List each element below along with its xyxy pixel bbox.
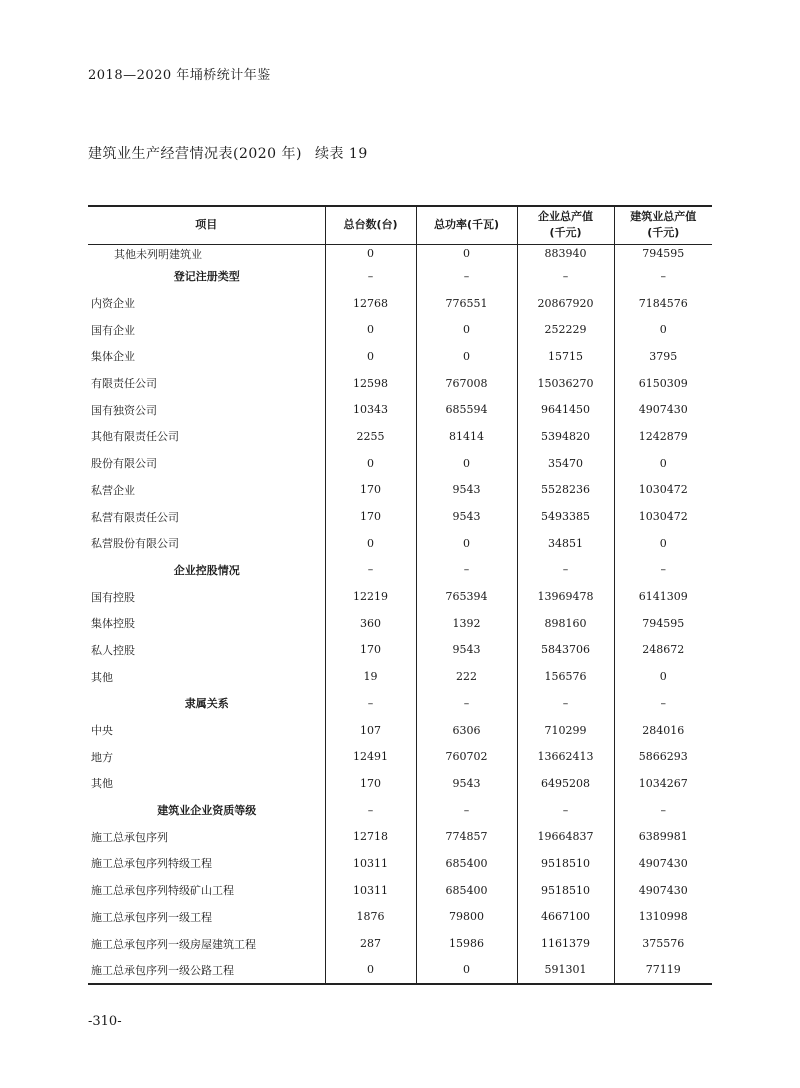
cell-value: 287	[325, 930, 416, 957]
cell-value: –	[416, 557, 517, 584]
table-row	[88, 610, 712, 637]
cell-value: –	[614, 263, 712, 290]
cell-value: 19664837	[517, 823, 614, 850]
cell-value: 12219	[325, 583, 416, 610]
cell-value: 10311	[325, 877, 416, 904]
cell-value: 9543	[416, 503, 517, 530]
cell-value: 5866293	[614, 743, 712, 770]
cell-value: 4907430	[614, 877, 712, 904]
row-label: 其他	[91, 777, 113, 791]
row-label: 施工总承包序列特级工程	[91, 857, 212, 871]
cell-value: 222	[416, 663, 517, 690]
row-label: 其他未列明建筑业	[114, 247, 202, 261]
cell-value: 156576	[517, 663, 614, 690]
row-label: 隶属关系	[184, 697, 229, 711]
cell-value: 15036270	[517, 370, 614, 397]
cell-value: 794595	[614, 610, 712, 637]
table-row	[88, 450, 712, 477]
cell-value: 81414	[416, 423, 517, 450]
cell-value: 765394	[416, 583, 517, 610]
cell-value: 0	[416, 244, 517, 263]
row-label: 内资企业	[91, 297, 135, 311]
cell-value: 0	[614, 450, 712, 477]
cell-value: –	[517, 690, 614, 717]
cell-value: 0	[614, 663, 712, 690]
table-row	[88, 396, 712, 423]
cell-value: 12718	[325, 823, 416, 850]
column-header-item: 项目	[88, 206, 325, 244]
cell-value: 794595	[614, 244, 712, 263]
cell-value: 13969478	[517, 583, 614, 610]
cell-value: 9543	[416, 770, 517, 797]
cell-value: 0	[614, 530, 712, 557]
cell-value: 35470	[517, 450, 614, 477]
cell-value: 12768	[325, 290, 416, 317]
page-number: -310-	[88, 1014, 122, 1029]
column-header-total-units: 总台数(台)	[325, 206, 416, 244]
cell-value: 774857	[416, 823, 517, 850]
row-label: 私营企业	[91, 483, 135, 497]
cell-value: 5394820	[517, 423, 614, 450]
cell-value: 170	[325, 503, 416, 530]
cell-value: –	[325, 263, 416, 290]
row-label: 施工总承包序列一级房屋建筑工程	[91, 937, 256, 951]
section-header-row	[88, 263, 712, 290]
cell-value: 284016	[614, 717, 712, 744]
column-header-enterprise-output: 企业总产值 (千元)	[517, 206, 614, 244]
table-row	[88, 904, 712, 931]
cell-value: 1876	[325, 904, 416, 931]
cell-value: 20867920	[517, 290, 614, 317]
cell-value: –	[517, 797, 614, 824]
cell-value: 1161379	[517, 930, 614, 957]
cell-value: 5493385	[517, 503, 614, 530]
cell-value: 2255	[325, 423, 416, 450]
cell-value: 1392	[416, 610, 517, 637]
table-row	[88, 930, 712, 957]
row-label: 私营有限责任公司	[91, 510, 179, 524]
cell-value: 685400	[416, 877, 517, 904]
statistics-table	[88, 205, 712, 985]
table-row	[88, 503, 712, 530]
cell-value: 1310998	[614, 904, 712, 931]
cell-value: 5843706	[517, 637, 614, 664]
cell-value: –	[416, 263, 517, 290]
row-label: 施工总承包序列	[91, 830, 168, 844]
cell-value: 15715	[517, 343, 614, 370]
cell-value: 5528236	[517, 477, 614, 504]
cell-value: 898160	[517, 610, 614, 637]
row-label: 其他有限责任公司	[91, 430, 179, 444]
cell-value: –	[614, 797, 712, 824]
cell-value: 34851	[517, 530, 614, 557]
cell-value: –	[517, 263, 614, 290]
cell-value: 252229	[517, 316, 614, 343]
cell-value: 685400	[416, 850, 517, 877]
table-row	[88, 423, 712, 450]
cell-value: 0	[416, 957, 517, 984]
table-row	[88, 637, 712, 664]
cell-value: 760702	[416, 743, 517, 770]
cell-value: –	[614, 690, 712, 717]
table-row	[88, 877, 712, 904]
cell-value: 6389981	[614, 823, 712, 850]
row-label: 私营股份有限公司	[91, 537, 179, 551]
cell-value: 248672	[614, 637, 712, 664]
table-row	[88, 244, 712, 263]
cell-value: 107	[325, 717, 416, 744]
cell-value: 0	[325, 450, 416, 477]
cell-value: –	[614, 557, 712, 584]
cell-value: 0	[325, 244, 416, 263]
cell-value: 4907430	[614, 850, 712, 877]
cell-value: –	[416, 797, 517, 824]
cell-value: 9543	[416, 477, 517, 504]
cell-value: –	[416, 690, 517, 717]
cell-value: 10311	[325, 850, 416, 877]
cell-value: 13662413	[517, 743, 614, 770]
cell-value: 0	[325, 343, 416, 370]
cell-value: 375576	[614, 930, 712, 957]
cell-value: 710299	[517, 717, 614, 744]
cell-value: 767008	[416, 370, 517, 397]
cell-value: 6306	[416, 717, 517, 744]
cell-value: 685594	[416, 396, 517, 423]
cell-value: –	[325, 690, 416, 717]
cell-value: 0	[416, 316, 517, 343]
table-row	[88, 850, 712, 877]
row-label: 有限责任公司	[91, 377, 157, 391]
running-head: 2018—2020 年埇桥统计年鉴	[88, 68, 271, 83]
cell-value: 6495208	[517, 770, 614, 797]
table-row	[88, 343, 712, 370]
cell-value: 9543	[416, 637, 517, 664]
cell-value: 0	[325, 957, 416, 984]
cell-value: 170	[325, 477, 416, 504]
table-row	[88, 770, 712, 797]
row-label: 国有企业	[91, 323, 135, 337]
cell-value: 1242879	[614, 423, 712, 450]
cell-value: 9518510	[517, 877, 614, 904]
cell-value: 0	[416, 450, 517, 477]
row-label: 企业控股情况	[173, 563, 240, 577]
cell-value: 170	[325, 770, 416, 797]
table-body	[88, 244, 712, 984]
row-label: 地方	[91, 750, 113, 764]
cell-value: 6141309	[614, 583, 712, 610]
cell-value: 3795	[614, 343, 712, 370]
row-label: 施工总承包序列一级公路工程	[88, 957, 325, 984]
cell-value: 7184576	[614, 290, 712, 317]
column-header-total-power: 总功率(千瓦)	[416, 206, 517, 244]
section-header-row	[88, 557, 712, 584]
cell-value: 1030472	[614, 477, 712, 504]
row-label: 中央	[91, 724, 113, 738]
cell-value: 15986	[416, 930, 517, 957]
row-label: 其他	[91, 670, 113, 684]
cell-value: 0	[416, 530, 517, 557]
row-label: 国有独资公司	[91, 403, 157, 417]
cell-value: 12598	[325, 370, 416, 397]
cell-value: 9518510	[517, 850, 614, 877]
cell-value: 360	[325, 610, 416, 637]
table-row	[88, 663, 712, 690]
table-row	[88, 583, 712, 610]
row-label: 股份有限公司	[91, 457, 157, 471]
cell-value: 1030472	[614, 503, 712, 530]
row-label: 建筑业企业资质等级	[157, 804, 257, 818]
table-row	[88, 530, 712, 557]
cell-value: 0	[416, 343, 517, 370]
table-row	[88, 477, 712, 504]
cell-value: –	[517, 557, 614, 584]
table-row	[88, 743, 712, 770]
cell-value: 19	[325, 663, 416, 690]
cell-value: 4907430	[614, 396, 712, 423]
cell-value: 12491	[325, 743, 416, 770]
column-header-construction-output: 建筑业总产值 (千元)	[614, 206, 712, 244]
cell-value: 1034267	[614, 770, 712, 797]
cell-value: –	[325, 797, 416, 824]
cell-value: 79800	[416, 904, 517, 931]
cell-value: 6150309	[614, 370, 712, 397]
row-label: 集体控股	[91, 617, 135, 631]
row-label: 登记注册类型	[173, 270, 240, 284]
cell-value: –	[325, 557, 416, 584]
cell-value: 591301	[517, 957, 614, 984]
table-row	[88, 717, 712, 744]
row-label: 集体企业	[91, 350, 135, 364]
table-title	[88, 143, 368, 163]
cell-value: 77119	[614, 957, 712, 984]
table-header	[88, 206, 712, 244]
row-label: 国有控股	[91, 590, 135, 604]
table-continuation-label: 续表 19	[314, 146, 368, 162]
header-row	[88, 206, 712, 244]
row-label: 私人控股	[91, 643, 135, 657]
table-row	[88, 957, 712, 984]
cell-value: 776551	[416, 290, 517, 317]
section-header-row	[88, 690, 712, 717]
row-label: 施工总承包序列特级矿山工程	[91, 884, 234, 898]
table-row	[88, 823, 712, 850]
cell-value: 170	[325, 637, 416, 664]
cell-value: 0	[614, 316, 712, 343]
row-label: 施工总承包序列一级工程	[91, 910, 212, 924]
cell-value: 0	[325, 316, 416, 343]
cell-value: 10343	[325, 396, 416, 423]
table-row	[88, 316, 712, 343]
cell-value: 4667100	[517, 904, 614, 931]
table-row	[88, 370, 712, 397]
section-header-row	[88, 797, 712, 824]
table-title-text: 建筑业生产经营情况表(2020 年)	[88, 146, 303, 162]
cell-value: 883940	[517, 244, 614, 263]
cell-value: 9641450	[517, 396, 614, 423]
cell-value: 0	[325, 530, 416, 557]
table-row	[88, 290, 712, 317]
